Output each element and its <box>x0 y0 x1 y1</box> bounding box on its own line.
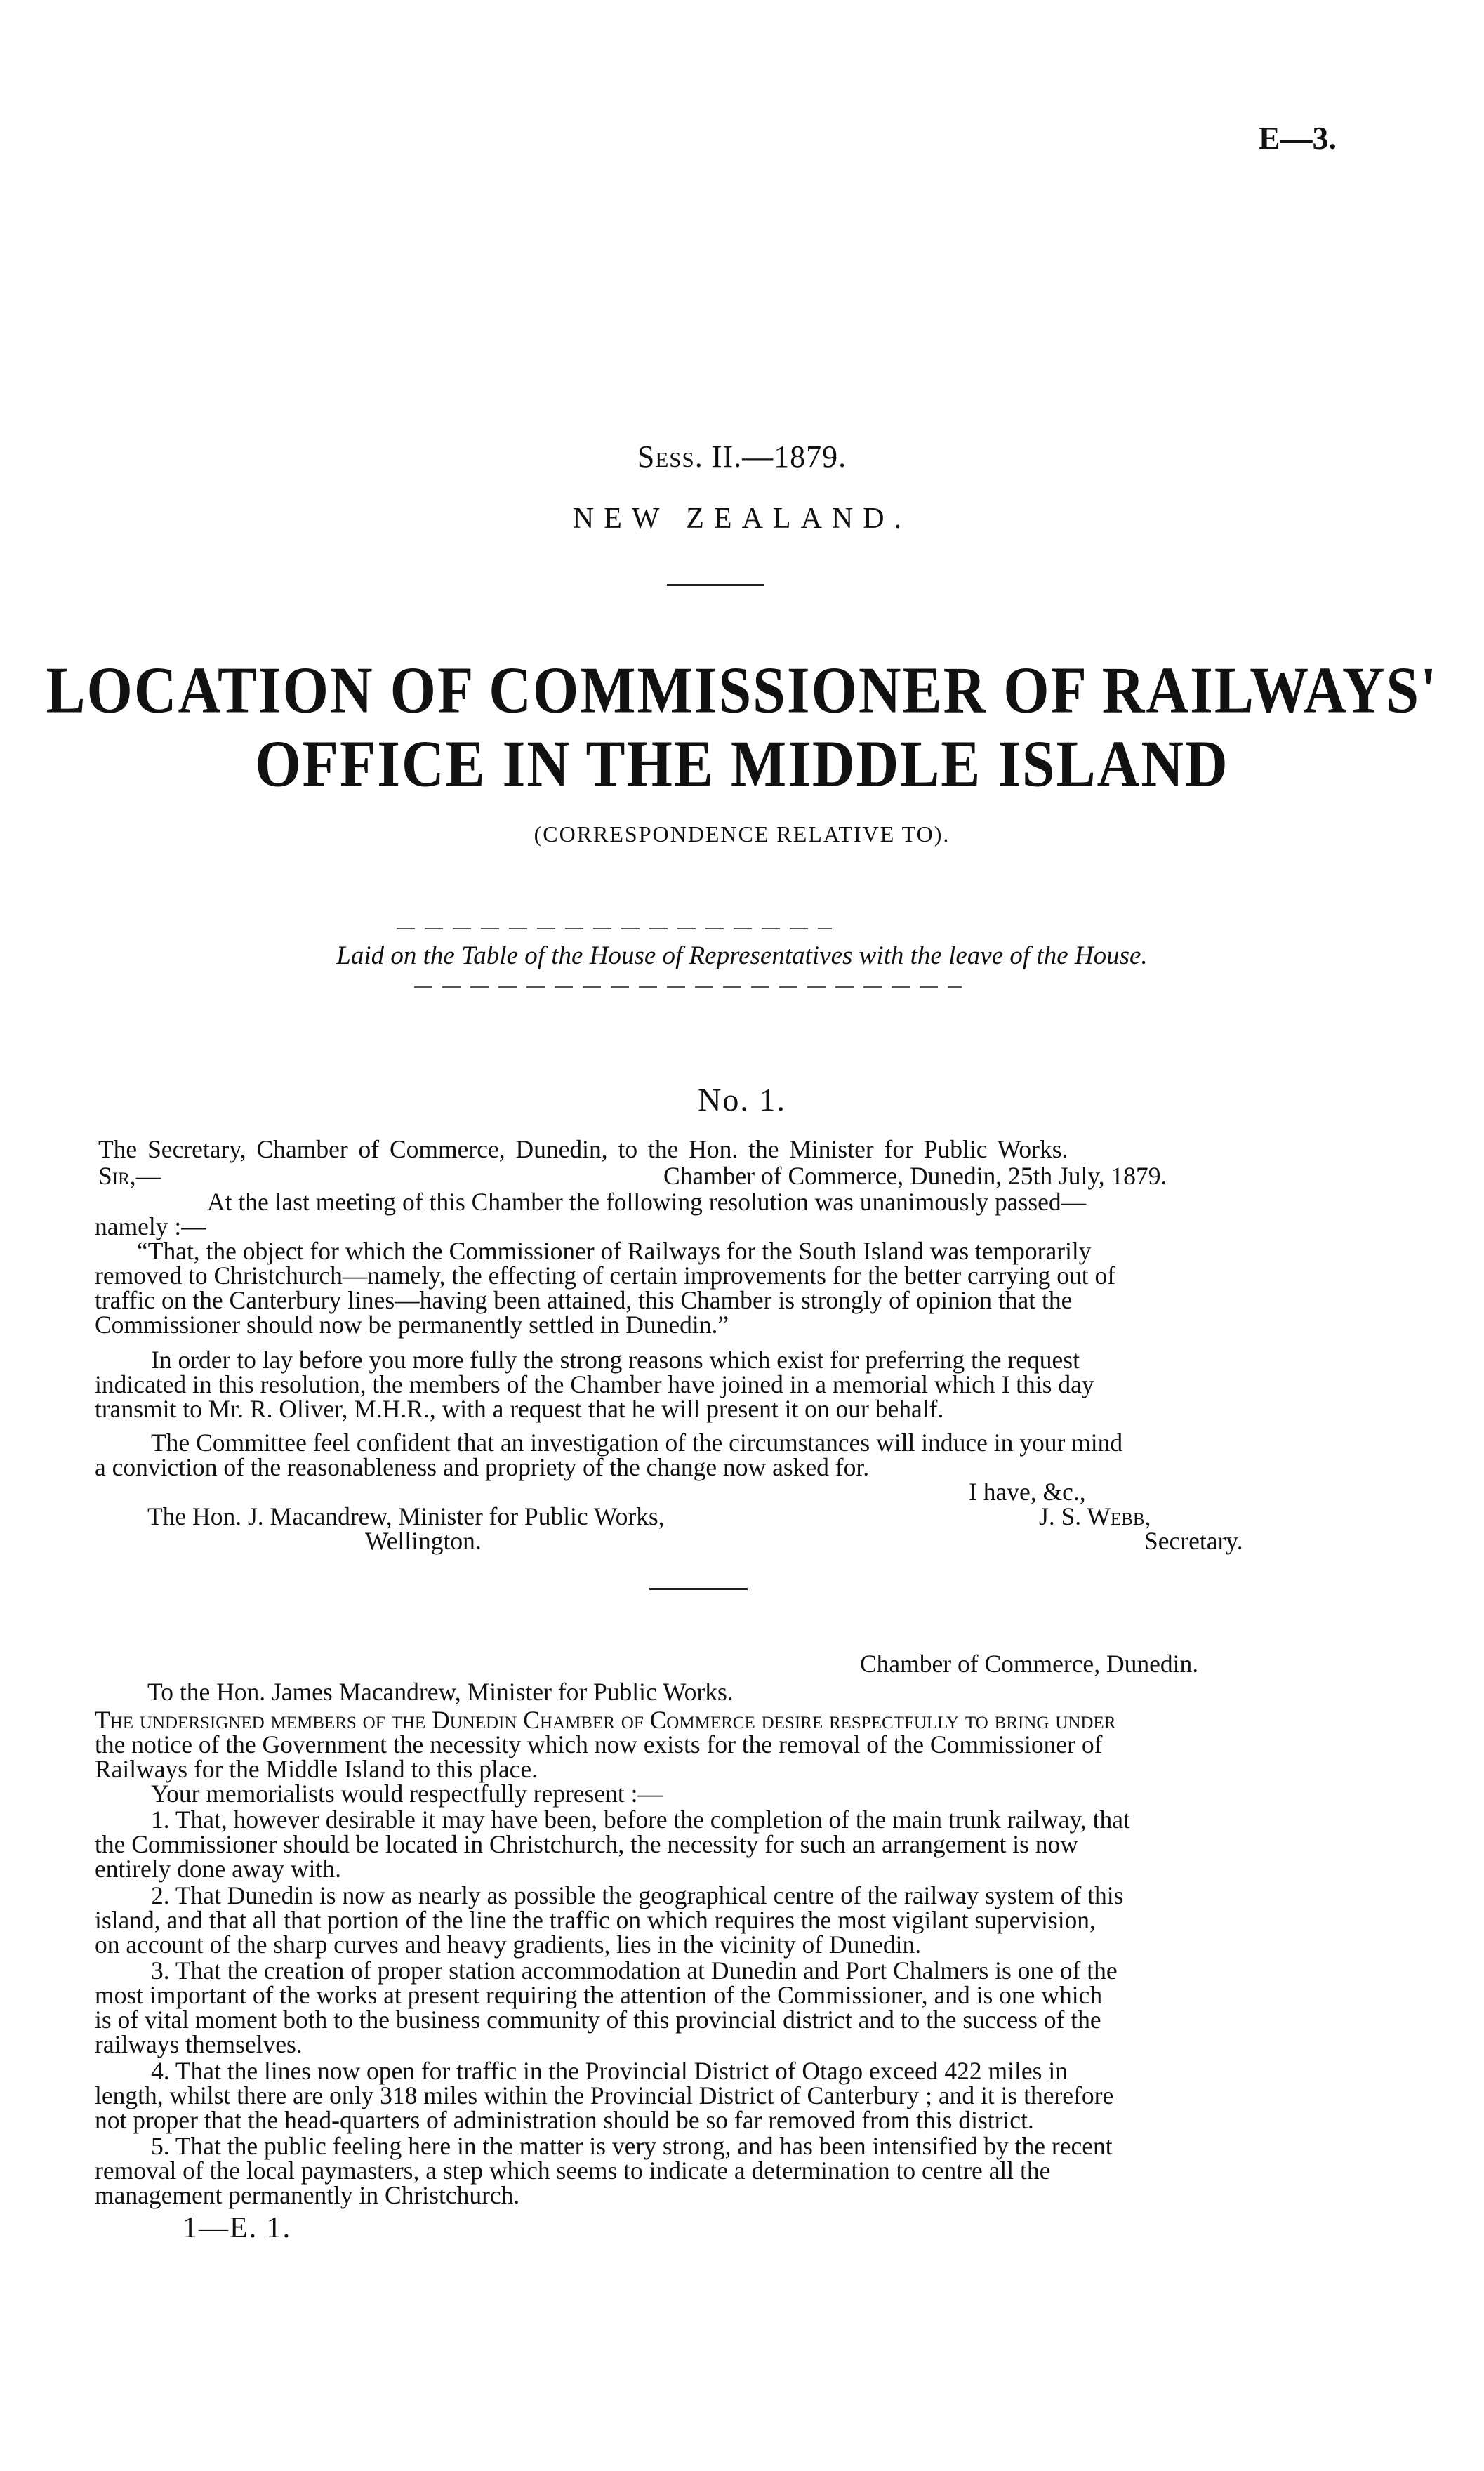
text-line: 3. That the creation of proper station accommodation at Dunedin and Port Chalmers is one of the <box>151 1956 1118 1985</box>
text-line: indicated in this resolution, the members of the Chamber have joined in a memorial which I this day <box>95 1370 1094 1398</box>
country-line: NEW ZEALAND. <box>572 503 912 535</box>
salutation: Sir,— <box>98 1162 161 1190</box>
text-line: railways themselves. <box>95 2030 303 2058</box>
closing: I have, &c., <box>969 1478 1086 1506</box>
text-line: At the last meeting of this Chamber the following resolution was unanimously passed— <box>207 1188 1087 1216</box>
text-line: island, and that all that portion of the line the traffic on which requires the most vigilant supervision, <box>95 1906 1096 1934</box>
signer-name: J. S. Webb, <box>1039 1502 1151 1530</box>
laid-on-table-note: Laid on the Table of the House of Representatives with the leave of the House. <box>336 941 1148 970</box>
signature-mark: 1—E. 1. <box>183 2212 292 2244</box>
addressee-line-1: The Hon. J. Macandrew, Minister for Public Works, <box>147 1502 665 1530</box>
letter-heading-text: The Secretary, Chamber of Commerce, Dunedin, to the Hon. the Minister for Public Works. <box>98 1135 1068 1163</box>
text-line: not proper that the head-quarters of administration should be so far removed from this district. <box>95 2106 1034 2134</box>
dashed-rule <box>397 928 832 929</box>
divider-rule <box>667 584 764 586</box>
text-line: 2. That Dunedin is now as nearly as possible the geographical centre of the railway system of this <box>151 1881 1124 1909</box>
dateline: Chamber of Commerce, Dunedin, 25th July, 1879. <box>663 1162 1167 1190</box>
text-line: the Commissioner should be located in Christchurch, the necessity for such an arrangement is now <box>95 1830 1078 1858</box>
text-line: removed to Christchurch—namely, the effecting of certain improvements for the better carrying out of <box>95 1261 1116 1290</box>
document-title-line-1: LOCATION OF COMMISSIONER OF RAILWAYS' <box>46 654 1438 727</box>
text-line: length, whilst there are only 318 miles within the Provincial District of Canterbury ; and it is therefore <box>95 2081 1114 2109</box>
dashed-rule <box>414 986 962 988</box>
signer-title: Secretary. <box>1144 1527 1243 1555</box>
text-line: Your memorialists would respectfully represent :— <box>151 1780 663 1808</box>
memorial-place: Chamber of Commerce, Dunedin. <box>860 1650 1199 1678</box>
document-title-line-2: OFFICE IN THE MIDDLE ISLAND <box>255 727 1229 801</box>
text-line: transmit to Mr. R. Oliver, M.H.R., with a request that he will present it on our behalf. <box>95 1395 944 1423</box>
letter-number: No. 1. <box>698 1082 786 1118</box>
text-line: 4. That the lines now open for traffic in the Provincial District of Otago exceed 422 miles in <box>151 2057 1068 2085</box>
text-line: traffic on the Canterbury lines—having been attained, this Chamber is strongly of opinion that the <box>95 1286 1073 1314</box>
addressee-line-2: Wellington. <box>365 1527 482 1555</box>
text-line: is of vital moment both to the business community of this provincial district and to the success of the <box>95 2006 1101 2034</box>
divider-rule <box>649 1588 748 1590</box>
text-line: management permanently in Christchurch. <box>95 2181 520 2209</box>
text-line: The Committee feel confident that an investigation of the circumstances will induce in your mind <box>151 1429 1123 1457</box>
session-line: Sess. II.—1879. <box>637 439 847 474</box>
memorial-intro-1: The undersigned members of the Dunedin Chamber of Commerce desire respectfully to bring under <box>95 1706 1116 1734</box>
text-line: 1. That, however desirable it may have been, before the completion of the main trunk railway, that <box>151 1806 1130 1834</box>
text-line: Commissioner should now be permanently settled in Dunedin.” <box>95 1311 729 1339</box>
memorial-addressee: To the Hon. James Macandrew, Minister for Public Works. <box>147 1678 734 1706</box>
text-line: removal of the local paymasters, a step which seems to indicate a determination to centre all the <box>95 2157 1051 2185</box>
text-line: In order to lay before you more fully the strong reasons which exist for preferring the request <box>151 1346 1080 1374</box>
text-line: the notice of the Government the necessity which now exists for the removal of the Commissioner of <box>95 1730 1103 1758</box>
text-line: “That, the object for which the Commissioner of Railways for the South Island was temporarily <box>137 1237 1092 1265</box>
text-line: Railways for the Middle Island to this place. <box>95 1755 538 1783</box>
text-line: a conviction of the reasonableness and propriety of the change now asked for. <box>95 1453 870 1481</box>
text-line: 5. That the public feeling here in the matter is very strong, and has been intensified by the recent <box>151 2132 1113 2160</box>
letter-heading <box>98 1135 1068 1164</box>
text-line: most important of the works at present requiring the attention of the Commissioner, and is one which <box>95 1981 1103 2009</box>
document-subtitle: (CORRESPONDENCE RELATIVE TO). <box>534 821 950 847</box>
page-reference: E—3. <box>1258 120 1337 156</box>
text-line: on account of the sharp curves and heavy gradients, lies in the vicinity of Dunedin. <box>95 1930 922 1959</box>
text-line: namely :— <box>95 1212 206 1240</box>
text-line: entirely done away with. <box>95 1855 341 1883</box>
